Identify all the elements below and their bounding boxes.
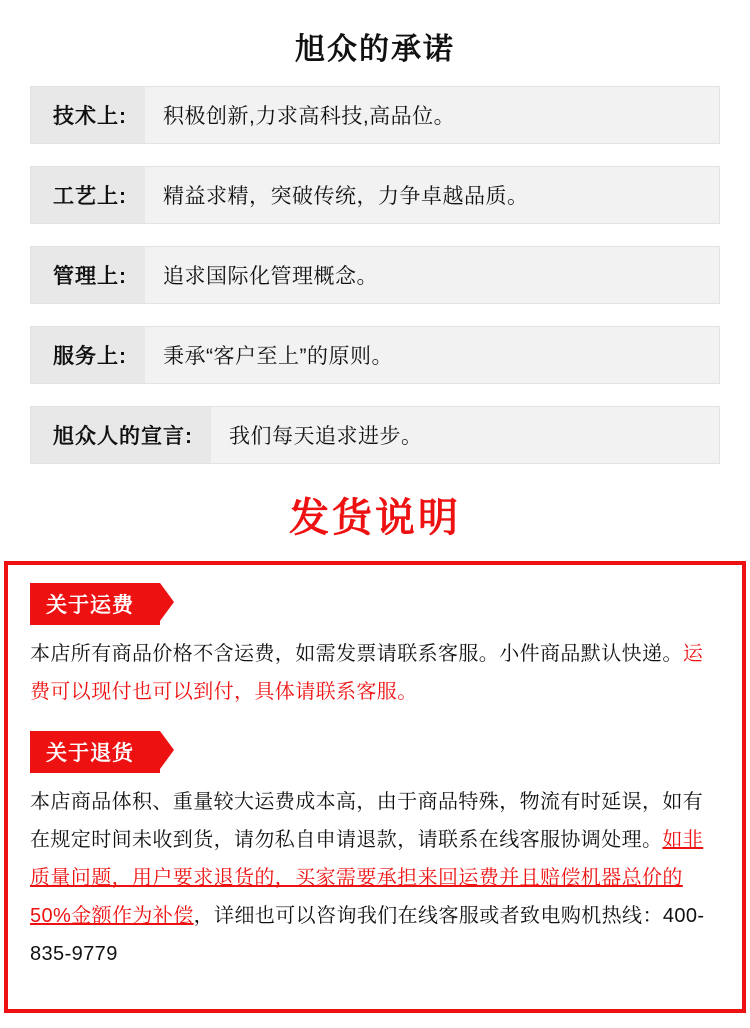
promise-row bbox=[30, 166, 720, 224]
promise-row-label: 技术上: bbox=[31, 87, 145, 143]
promise-list bbox=[0, 86, 750, 464]
promise-title: 旭众的承诺 bbox=[295, 33, 455, 66]
promise-row-text: 精益求精，突破传统，力争卓越品质。 bbox=[163, 185, 529, 208]
promise-row-label: 服务上: bbox=[31, 327, 145, 383]
promise-row-text: 积极创新,力求高科技,高品位。 bbox=[163, 105, 456, 128]
returns-text-black-1: 本店商品体积、重量较大运费成本高，由于商品特殊，物流有时延误，如有在规定时间未收到货，请勿私自申请退款，请联系在线客服协调处理。 bbox=[30, 791, 704, 851]
promise-row-label: 旭众人的宣言: bbox=[31, 407, 211, 463]
returns-paragraph bbox=[30, 783, 720, 973]
shipping-box bbox=[4, 561, 746, 1013]
promise-row-text: 我们每天追求进步。 bbox=[229, 425, 423, 448]
freight-tag: 关于运费 bbox=[30, 583, 160, 625]
returns-text-red-underline: 如非质量问题，用户要求退货的，买家需要承担来回运费并且赔偿机器总价的50%金额作为补偿 bbox=[30, 829, 704, 927]
returns-text-black-2: ，详细也可以咨询我们在线客服或者致电购机热线：400-835-9779 bbox=[30, 905, 705, 965]
promise-row bbox=[30, 86, 720, 144]
returns-tag-wrap bbox=[30, 731, 720, 773]
promise-row-text: 追求国际化管理概念。 bbox=[163, 265, 378, 288]
freight-text-red: 运费可以现付也可以到付，具体请联系客服。 bbox=[30, 643, 704, 703]
freight-paragraph bbox=[30, 635, 720, 711]
promise-row bbox=[30, 246, 720, 304]
freight-text-black: 本店所有商品价格不含运费，如需发票请联系客服。小件商品默认快递。 bbox=[30, 643, 683, 665]
shipping-heading: 发货说明 bbox=[289, 496, 461, 540]
promise-row bbox=[30, 406, 720, 464]
promise-row bbox=[30, 326, 720, 384]
freight-tag-wrap bbox=[30, 583, 720, 625]
promise-row-label: 工艺上: bbox=[31, 167, 145, 223]
returns-tag: 关于退货 bbox=[30, 731, 160, 773]
promise-row-label: 管理上: bbox=[31, 247, 145, 303]
promise-row-text: 秉承“客户至上”的原则。 bbox=[163, 345, 393, 368]
